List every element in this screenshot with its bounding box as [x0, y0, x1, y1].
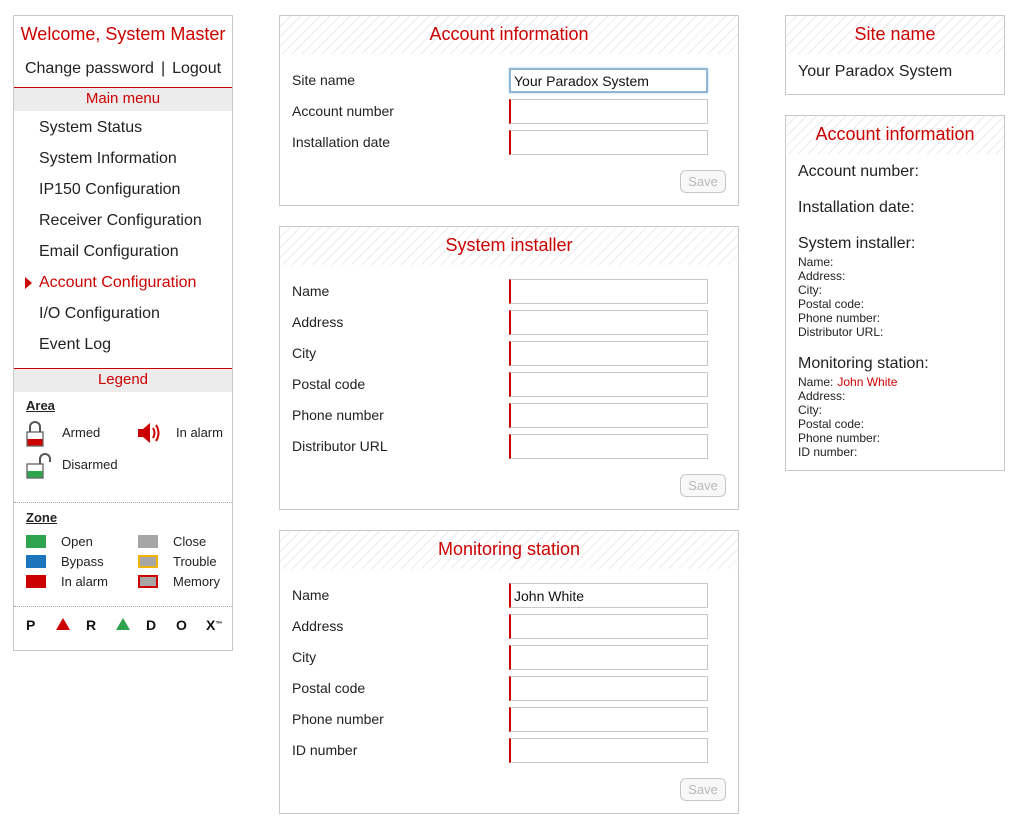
installer-distributor-url-row [292, 434, 712, 459]
installer-postal-code-row [292, 372, 712, 397]
monitoring-postal-code-label: Postal code [292, 680, 366, 696]
logo-letter: O [176, 616, 187, 633]
installer-phone-input[interactable] [509, 403, 708, 428]
monitoring-id-number-label: ID number [292, 742, 358, 758]
padlock-open-icon [26, 452, 52, 480]
legend-zone-in-alarm [26, 574, 108, 589]
menu-item-ip150-configuration[interactable]: IP150 Configuration [39, 181, 181, 198]
summary-monitoring-phone: Phone number: [798, 431, 881, 445]
installer-postal-code-label: Postal code [292, 376, 366, 392]
logo-tm: ™ [215, 621, 223, 628]
summary-installer-phone: Phone number: [798, 311, 881, 325]
site-name-summary [785, 15, 1005, 95]
installation-date-input[interactable] [509, 130, 708, 155]
active-arrow-icon [25, 277, 32, 289]
site-name-summary-value: Your Paradox System [798, 63, 953, 80]
zone-close-label: Close [173, 534, 207, 549]
monitoring-address-input[interactable] [509, 614, 708, 639]
legend-zone-open [26, 534, 93, 549]
summary-installer-city: City: [798, 283, 822, 297]
welcome-text: Welcome, System Master [20, 24, 226, 44]
monitoring-city-label: City [292, 649, 317, 665]
account-summary-title: Account information [786, 116, 1004, 154]
monitoring-address-row [292, 614, 712, 639]
installer-city-input[interactable] [509, 341, 708, 366]
site-name-label: Site name [292, 72, 356, 88]
installation-date-label: Installation date [292, 134, 391, 150]
installer-city-row [292, 341, 712, 366]
site-name-summary-title: Site name [786, 16, 1004, 54]
user-links [14, 60, 232, 78]
zone-trouble-label: Trouble [173, 554, 217, 569]
monitoring-save-button[interactable]: Save [680, 778, 726, 801]
summary-monitoring-name-value: John White [837, 375, 898, 389]
zone-trouble-swatch [138, 555, 158, 568]
main-menu [14, 111, 232, 360]
summary-monitoring-postal-code: Postal code: [798, 417, 865, 431]
padlock-closed-icon [26, 420, 44, 448]
account-number-input[interactable] [509, 99, 708, 124]
menu-item-account-configuration[interactable] [14, 267, 232, 298]
system-installer-panel [279, 226, 739, 510]
installer-city-label: City [292, 345, 317, 361]
installer-phone-row [292, 403, 712, 428]
legend-zone-close [138, 534, 206, 549]
summary-installer-postal-code: Postal code: [798, 297, 865, 311]
menu-item-event-log[interactable]: Event Log [39, 336, 112, 353]
change-password-link[interactable]: Change password [24, 60, 154, 77]
monitoring-address-label: Address [292, 618, 344, 634]
zone-title: Zone [26, 510, 58, 525]
legend-in-alarm [136, 419, 236, 449]
monitoring-name-label: Name [292, 587, 330, 603]
site-name-row [292, 68, 712, 93]
logo-red-triangle [56, 617, 86, 633]
legend-zone-memory [138, 574, 220, 589]
installer-phone-label: Phone number [292, 407, 384, 423]
site-name-input[interactable] [509, 68, 708, 93]
system-installer-title: System installer [280, 227, 738, 265]
legend-disarmed [24, 452, 144, 482]
menu-item-io-configuration[interactable]: I/O Configuration [39, 305, 160, 322]
zone-memory-swatch [138, 575, 158, 588]
logo-letter: D [146, 616, 157, 633]
installation-date-row [292, 130, 712, 155]
zone-bypass-swatch [26, 555, 46, 568]
monitoring-postal-code-row [292, 676, 712, 701]
siren-speaker-icon [136, 419, 164, 447]
legend-header: Legend [14, 368, 232, 392]
legend-zone [14, 502, 232, 606]
zone-open-label: Open [61, 534, 93, 549]
summary-installer-title: System installer: [798, 235, 916, 252]
menu-item-system-status[interactable]: System Status [39, 119, 143, 136]
installer-address-row [292, 310, 712, 335]
zone-bypass-label: Bypass [61, 554, 104, 569]
installer-distributor-url-label: Distributor URL [292, 438, 388, 454]
legend-area [14, 392, 232, 502]
installer-name-label: Name [292, 283, 330, 299]
monitoring-name-row [292, 583, 712, 608]
zone-alarm-swatch [26, 575, 46, 588]
menu-item-label: Account Configuration [39, 274, 197, 291]
monitoring-postal-code-input[interactable] [509, 676, 708, 701]
logout-link[interactable]: Logout [172, 60, 222, 77]
installer-save-button[interactable]: Save [680, 474, 726, 497]
summary-monitoring-city: City: [798, 403, 822, 417]
summary-account-number-label: Account number: [798, 163, 919, 180]
logo-letter: P [26, 616, 36, 633]
summary-monitoring-title: Monitoring station: [798, 355, 929, 372]
installer-postal-code-input[interactable] [509, 372, 708, 397]
monitoring-city-row [292, 645, 712, 670]
monitoring-station-title: Monitoring station [280, 531, 738, 569]
monitoring-phone-row [292, 707, 712, 732]
monitoring-phone-input[interactable] [509, 707, 708, 732]
monitoring-station-panel [279, 530, 739, 814]
logo-green-triangle [116, 617, 146, 633]
menu-item-receiver-configuration[interactable]: Receiver Configuration [39, 212, 202, 229]
logo-letter: X [206, 616, 216, 633]
monitoring-id-number-row [292, 738, 712, 763]
monitoring-id-number-input[interactable] [509, 738, 708, 763]
account-information-title: Account information [280, 16, 738, 54]
installer-address-label: Address [292, 314, 344, 330]
menu-item-email-configuration[interactable]: Email Configuration [39, 243, 179, 260]
installer-distributor-url-input[interactable] [509, 434, 708, 459]
account-information-summary [785, 115, 1005, 471]
zone-open-swatch [26, 535, 46, 548]
account-number-label: Account number [292, 103, 394, 119]
legend-in-alarm-label: In alarm [176, 425, 223, 440]
zone-alarm-label: In alarm [61, 574, 108, 589]
legend-armed [24, 420, 124, 450]
account-save-button[interactable]: Save [680, 170, 726, 193]
paradox-logo [14, 606, 232, 642]
summary-monitoring-name [786, 375, 897, 389]
legend-zone-bypass [26, 554, 104, 569]
account-number-row [292, 99, 712, 124]
installer-address-input[interactable] [509, 310, 708, 335]
summary-monitoring-address: Address: [798, 389, 846, 403]
summary-installer-distributor-url: Distributor URL: [798, 325, 884, 339]
summary-monitoring-name-label: Name: [798, 375, 834, 389]
logo-letter: R [86, 616, 97, 633]
summary-installation-date-label: Installation date: [798, 199, 915, 216]
summary-monitoring-id-number: ID number: [798, 445, 858, 459]
menu-item-system-information[interactable]: System Information [39, 150, 177, 167]
monitoring-name-input[interactable] [509, 583, 708, 608]
installer-name-input[interactable] [509, 279, 708, 304]
main-menu-header: Main menu [14, 87, 232, 111]
summary-installer-address: Address: [798, 269, 846, 283]
monitoring-city-input[interactable] [509, 645, 708, 670]
legend-zone-trouble [138, 554, 217, 569]
area-title: Area [26, 398, 55, 413]
link-separator: | [160, 60, 166, 77]
legend-disarmed-label: Disarmed [62, 457, 118, 472]
zone-memory-label: Memory [173, 574, 220, 589]
monitoring-phone-label: Phone number [292, 711, 384, 727]
zone-close-swatch [138, 535, 158, 548]
legend-armed-label: Armed [62, 425, 101, 440]
account-information-panel [279, 15, 739, 206]
summary-installer-name: Name: [798, 255, 834, 269]
sidebar [13, 15, 233, 651]
installer-name-row [292, 279, 712, 304]
